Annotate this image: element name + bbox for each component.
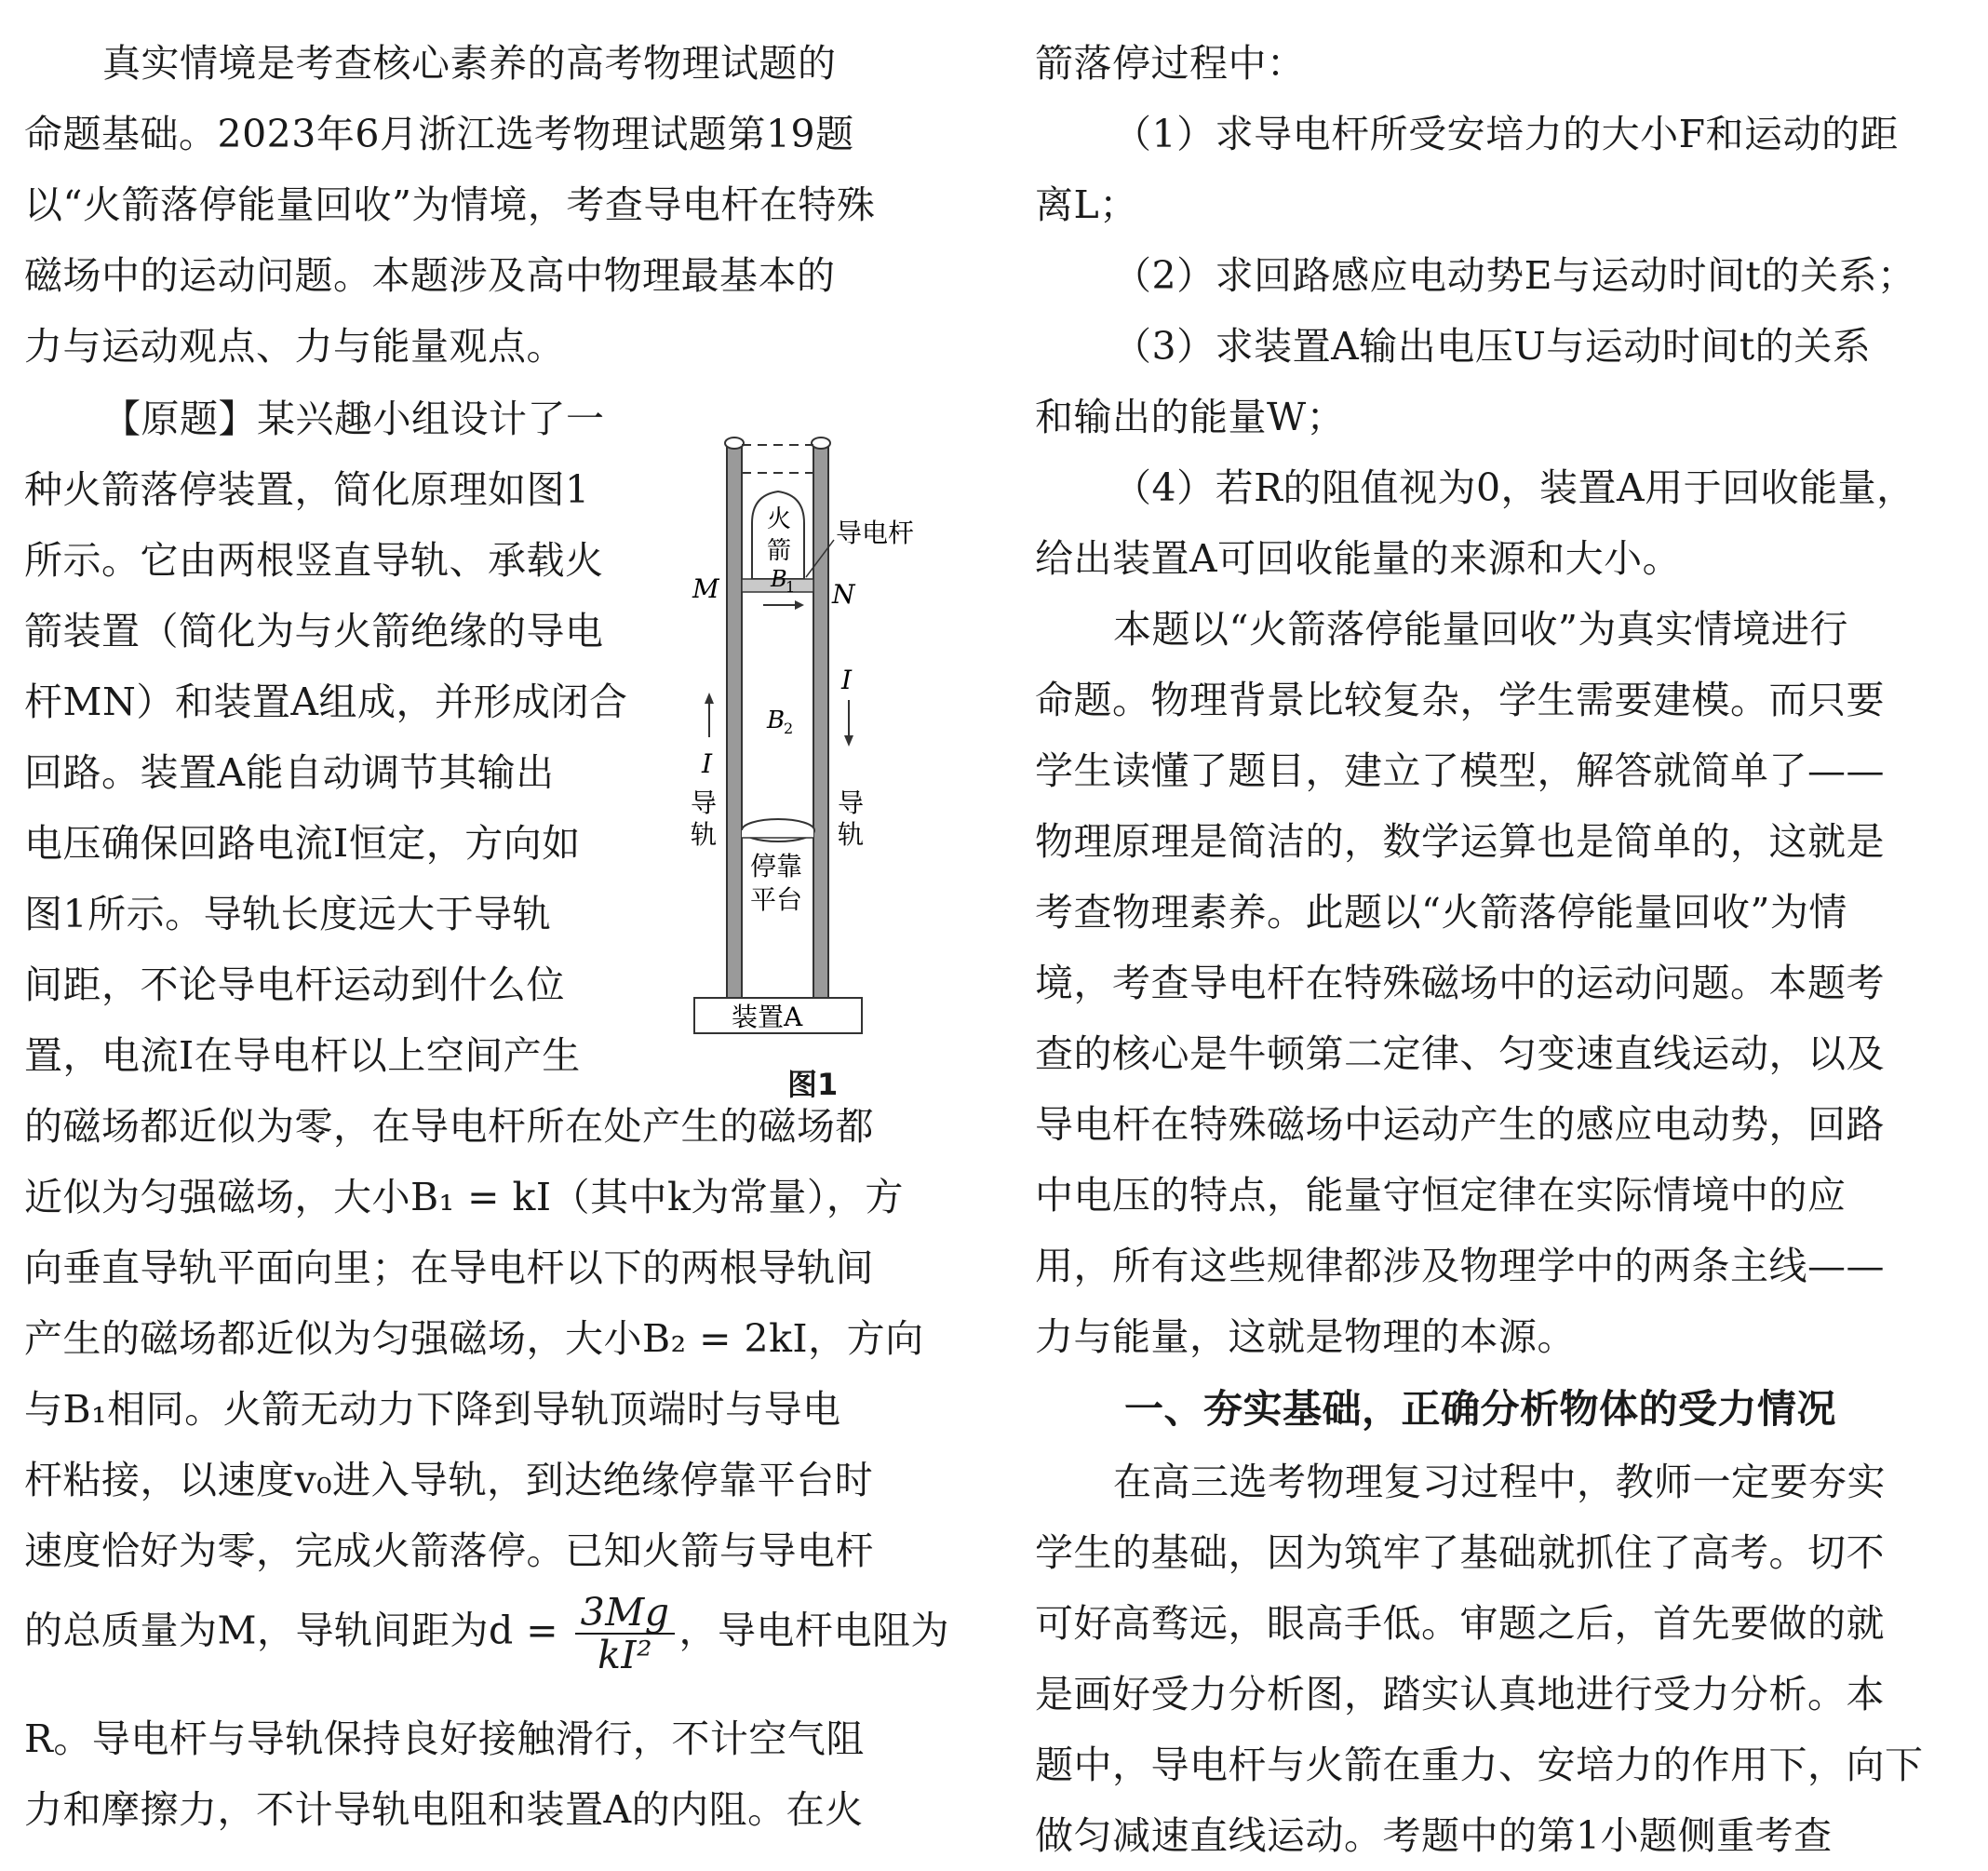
text-line: 力与运动观点、力与能量观点。 xyxy=(24,324,565,369)
label-n: N xyxy=(832,579,855,610)
label-b1-subscript: 1 xyxy=(786,578,796,596)
text-line: 给出装置A可回收能量的来源和大小。 xyxy=(1035,536,1682,581)
text-line: 离L； xyxy=(1035,182,1138,227)
text-line: 命题。物理背景比较复杂，学生需要建模。而只要 xyxy=(1035,678,1885,722)
platform-label: 平台 xyxy=(750,884,803,915)
text-line: 间距，不论导电杆运动到什么位 xyxy=(24,962,565,1007)
text-line: 考查物理素养。此题以“火箭落停能量回收”为情 xyxy=(1035,890,1847,935)
left-rail xyxy=(727,443,742,998)
text-line: 学生读懂了题目，建立了模型，解答就简单了—— xyxy=(1035,748,1885,793)
text-line: 种火箭落停装置，简化原理如图1 xyxy=(24,467,590,512)
fraction-numerator: 3Mg xyxy=(575,1592,676,1635)
text-line: 磁场中的运动问题。本题涉及高中物理最基本的 xyxy=(24,253,836,298)
text-line: R。导电杆与导轨保持良好接触滑行，不计空气阻 xyxy=(24,1716,865,1761)
mass-line-pre: 的总质量为M，导轨间距为d = xyxy=(24,1608,571,1653)
rail-label: 导 xyxy=(838,787,865,818)
label-i-right: I xyxy=(841,665,853,695)
label-m: M xyxy=(692,573,719,604)
question-4: （4）若R的阻值视为0，装置A用于回收能量， xyxy=(1113,465,1915,510)
text-line: 是画好受力分析图，踏实认真地进行受力分析。本 xyxy=(1035,1672,1885,1716)
left-current-arrowhead xyxy=(705,693,714,704)
text-line: 真实情境是考查核心素养的高考物理试题的 xyxy=(102,41,837,86)
label-b2-subscript: 2 xyxy=(784,720,794,737)
rocket-label: 箭 xyxy=(767,537,792,565)
right-rail xyxy=(813,443,828,998)
text-line: 力和摩擦力，不计导轨电阻和装置A的内阻。在火 xyxy=(24,1787,864,1832)
rail-label: 轨 xyxy=(838,819,865,850)
device-a-label: 装置A xyxy=(732,1002,803,1032)
text-line: 学生的基础，因为筑牢了基础就抓住了高考。切不 xyxy=(1035,1530,1885,1575)
platform-band xyxy=(742,830,813,838)
text-line: 箭装置（简化为与火箭绝缘的导电 xyxy=(24,609,604,653)
text-line: 杆MN）和装置A组成，并形成闭合 xyxy=(24,680,628,724)
mass-line-post: ，导电杆电阻为 xyxy=(678,1608,949,1653)
figure-caption: 图1 xyxy=(787,1067,839,1102)
text-line: 题中，导电杆与火箭在重力、安培力的作用下，向下 xyxy=(1035,1743,1924,1787)
text-line: 境，考查导电杆在特殊磁场中的运动问题。本题考 xyxy=(1035,961,1885,1005)
text-line: 产生的磁场都近似为匀强磁场，大小B₂ = 2kI，方向 xyxy=(24,1316,924,1361)
text-line: 本题以“火箭落停能量回收”为真实情境进行 xyxy=(1113,607,1848,652)
text-line: 在高三选考物理复习过程中，教师一定要夯实 xyxy=(1113,1460,1886,1504)
figure-1 xyxy=(685,430,992,1100)
rail-label: 导 xyxy=(691,787,718,818)
mass-line xyxy=(24,1592,949,1676)
text-line: 所示。它由两根竖直导轨、承载火 xyxy=(24,538,604,583)
rocket-landing-diagram xyxy=(685,430,992,1044)
text-line: 力与能量，这就是物理的本源。 xyxy=(1035,1314,1576,1359)
text-line: 电压确保回路电流I恒定，方向如 xyxy=(24,821,581,866)
question-2: （2）求回路感应电动势E与运动时间t的关系； xyxy=(1113,253,1916,298)
left-rail-cap xyxy=(725,437,744,449)
label-b2: B xyxy=(767,707,786,734)
rail-label: 轨 xyxy=(691,819,718,850)
text-line: 回路。装置A能自动调节其输出 xyxy=(24,750,555,795)
question-3: （3）求装置A输出电压U与运动时间t的关系 xyxy=(1113,324,1872,369)
text-line: 向垂直导轨平面向里；在导电杆以下的两根导轨间 xyxy=(24,1245,874,1290)
distance-fraction xyxy=(575,1592,676,1676)
text-line: 以“火箭落停能量回收”为情境，考查导电杆在特殊 xyxy=(24,182,876,227)
rod-callout-label: 导电杆 xyxy=(836,518,915,548)
text-line: 【原题】某兴趣小组设计了一 xyxy=(102,397,605,441)
label-i-left: I xyxy=(702,748,713,779)
label-b1: B xyxy=(771,566,787,592)
text-line: 物理原理是简洁的，数学运算也是简单的，这就是 xyxy=(1035,819,1885,864)
text-line: 用，所有这些规律都涉及物理学中的两条主线—— xyxy=(1035,1244,1885,1288)
text-line: 箭落停过程中： xyxy=(1035,41,1306,86)
text-line: 近似为匀强磁场，大小B₁ = kI（其中k为常量），方 xyxy=(24,1175,904,1219)
right-current-arrowhead xyxy=(844,735,853,747)
question-1: （1）求导电杆所受安培力的大小F和运动的距 xyxy=(1113,112,1900,156)
text-line: 置，电流I在导电杆以上空间产生 xyxy=(24,1033,581,1078)
text-line: 中电压的特点，能量守恒定律在实际情境中的应 xyxy=(1035,1173,1847,1218)
text-line: 可好高骛远，眼高手低。审题之后，首先要做的就 xyxy=(1035,1601,1885,1646)
rod-current-arrowhead xyxy=(795,600,804,610)
text-line: 的磁场都近似为零，在导电杆所在处产生的磁场都 xyxy=(24,1104,874,1149)
text-line: 杆粘接，以速度v₀进入导轨，到达绝缘停靠平台时 xyxy=(24,1458,874,1502)
text-line: 与B₁相同。火箭无动力下降到导轨顶端时与导电 xyxy=(24,1387,841,1432)
platform-label: 停靠 xyxy=(750,851,803,882)
text-line: 速度恰好为零，完成火箭落停。已知火箭与导电杆 xyxy=(24,1528,874,1573)
text-line: 查的核心是牛顿第二定律、匀变速直线运动，以及 xyxy=(1035,1031,1885,1076)
fraction-denominator: kI² xyxy=(598,1633,653,1677)
right-rail-cap xyxy=(812,437,830,449)
text-line: 导电杆在特殊磁场中运动产生的感应电动势，回路 xyxy=(1035,1102,1885,1147)
text-line: 命题基础。2023年6月浙江选考物理试题第19题 xyxy=(24,112,854,156)
section-heading: 一、夯实基础，正确分析物体的受力情况 xyxy=(1124,1386,1837,1432)
text-line: 图1所示。导轨长度远大于导轨 xyxy=(24,892,552,936)
text-line: 做匀减速直线运动。考题中的第1小题侧重考查 xyxy=(1035,1813,1833,1858)
rocket-label: 火 xyxy=(767,505,792,533)
text-line: 和输出的能量W； xyxy=(1035,395,1346,439)
